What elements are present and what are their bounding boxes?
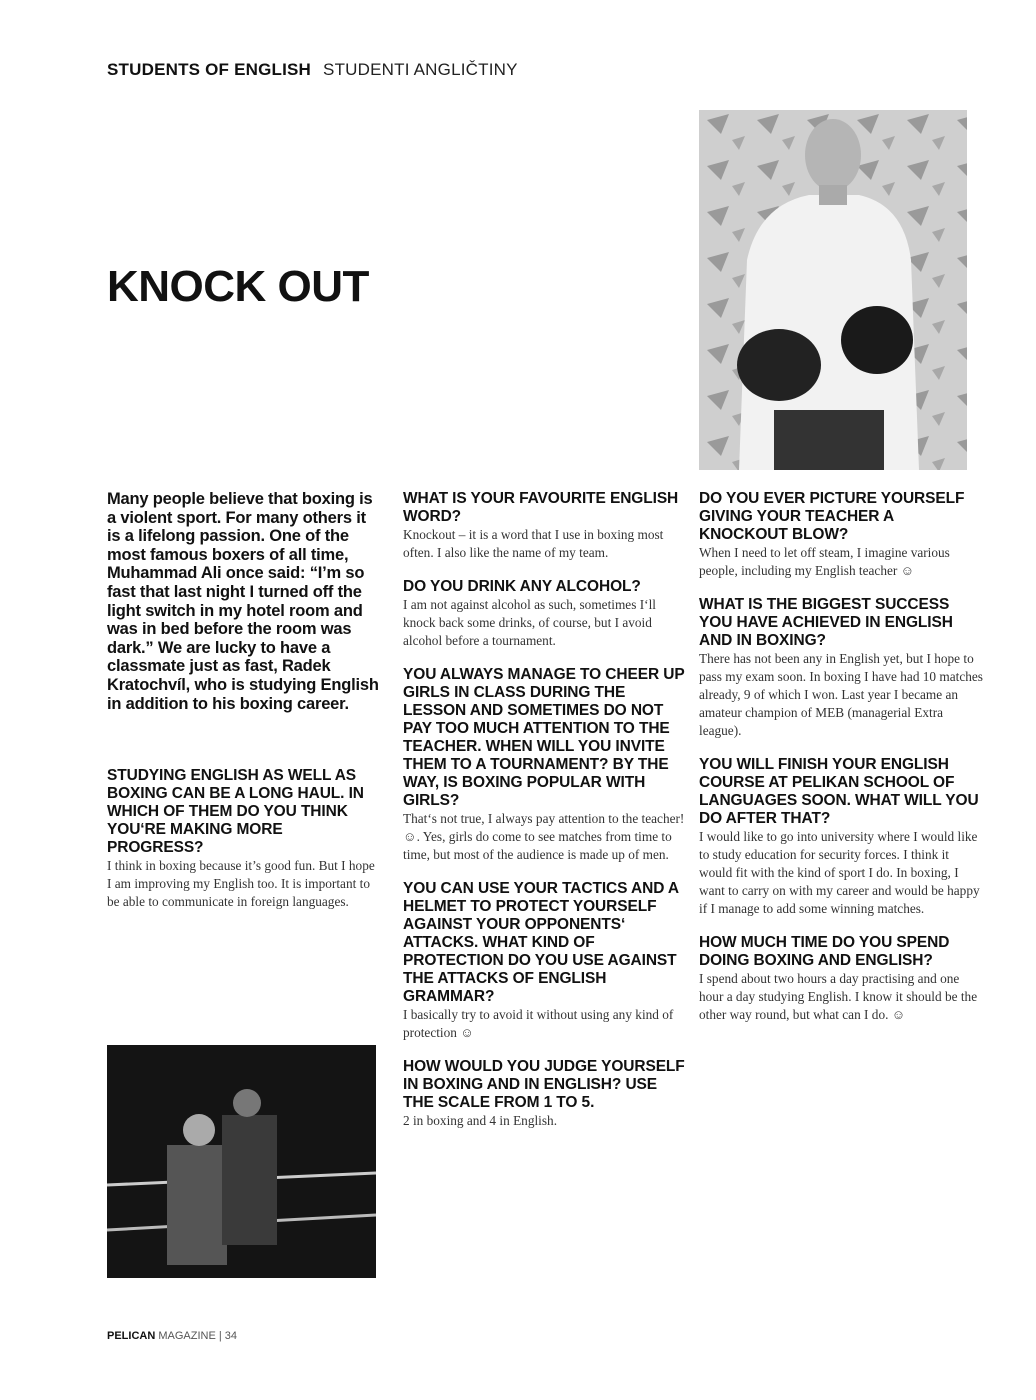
answer: I am not against alcohol as such, sometimes I‘ll knock back some drinks, of course, but I avoid alcohol before a tournament.	[403, 597, 656, 648]
question: WHAT IS YOUR FAVOURITE ENGLISH WORD?	[403, 490, 679, 525]
question: YOU WILL FINISH YOUR ENGLISH COURSE AT PELIKAN SCHOOL OF LANGUAGES SOON. WHAT WILL YOU DO AFTER THAT?	[699, 756, 979, 827]
intro-paragraph: Many people believe that boxing is a violent sport. For many others it is a lifelong passion. One of the most famous boxers of all time, Muhammad Ali once said: “I’m so fast that last night I turned off the light switch in my hotel room and was in bed before the room was dark.” We are lucky to have a classmate just as fast, Radek Kratochvíl, who is studying English in addition to his boxing career.	[107, 490, 379, 713]
section-label: STUDENTS OF ENGLISH	[107, 60, 312, 79]
page-number: MAGAZINE | 34	[158, 1330, 237, 1342]
column-1	[107, 490, 382, 927]
question: DO YOU EVER PICTURE YOURSELF GIVING YOUR TEACHER A KNOCKOUT BLOW?	[699, 490, 965, 543]
boxer-portrait-photo	[699, 110, 967, 470]
section-header	[107, 60, 518, 80]
page-footer	[107, 1330, 237, 1342]
question: WHAT IS THE BIGGEST SUCCESS YOU HAVE ACHIEVED IN ENGLISH AND IN BOXING?	[699, 596, 953, 649]
question: DO YOU DRINK ANY ALCOHOL?	[403, 578, 641, 595]
question: HOW MUCH TIME DO YOU SPEND DOING BOXING AND ENGLISH?	[699, 934, 950, 969]
answer: That‘s not true, I always pay attention to the teacher! ☺. Yes, girls do come to see matches from time to time, but most of the audience is made up of men.	[403, 811, 685, 862]
section-label-cz: STUDENTI ANGLIČTINY	[323, 60, 518, 79]
answer: When I need to let off steam, I imagine various people, including my English teacher ☺	[699, 545, 950, 578]
answer: I basically try to avoid it without using any kind of protection ☺	[403, 1007, 674, 1040]
brand-name: PELICAN	[107, 1330, 156, 1342]
column-2	[403, 490, 685, 1146]
answer: Knockout – it is a word that I use in boxing most often. I also like the name of my team.	[403, 527, 664, 560]
question: HOW WOULD YOU JUDGE YOURSELF IN BOXING AND IN ENGLISH? USE THE SCALE FROM 1 TO 5.	[403, 1058, 685, 1111]
question: STUDYING ENGLISH AS WELL AS BOXING CAN BE A LONG HAUL. IN WHICH OF THEM DO YOU THINK YOU‘RE MAKING MORE PROGRESS?	[107, 767, 364, 857]
boxing-match-photo	[107, 1045, 376, 1278]
article-title: KNOCK OUT	[107, 262, 369, 311]
answer: There has not been any in English yet, but I hope to pass my exam soon. In boxing I have had 10 matches already, 9 of which I won. Last year I became an amateur champion of MEB (managerial Extra league).	[699, 651, 983, 738]
answer: I think in boxing because it’s good fun. But I hope I am improving my English too. It is important to be able to communicate in foreign languages.	[107, 858, 375, 910]
question: YOU CAN USE YOUR TACTICS AND A HELMET TO PROTECT YOURSELF AGAINST YOUR OPPONENTS‘ ATTACKS. WHAT KIND OF PROTECTION DO YOU USE AGAINST THE ATTACKS OF ENGLISH GRAMMAR?	[403, 880, 679, 1005]
column-3	[699, 490, 984, 1040]
answer: I would like to go into university where I would like to study education for security forces. I think it would fit with the kind of sport I do. In boxing, I want to carry on with my career and would be happy if I manage to add some winning matches.	[699, 829, 980, 916]
answer: 2 in boxing and 4 in English.	[403, 1113, 558, 1128]
question: YOU ALWAYS MANAGE TO CHEER UP GIRLS IN CLASS DURING THE LESSON AND SOMETIMES DO NOT PAY TOO MUCH ATTENTION TO THE TEACHER. WHEN WILL YOU INVITE THEM TO A TOURNAMENT? BY THE WAY, IS BOXING POPULAR WITH GIRLS?	[403, 666, 685, 809]
answer: I spend about two hours a day practising and one hour a day studying English. I know it should be the other way round, but what can I do. ☺	[699, 971, 978, 1022]
